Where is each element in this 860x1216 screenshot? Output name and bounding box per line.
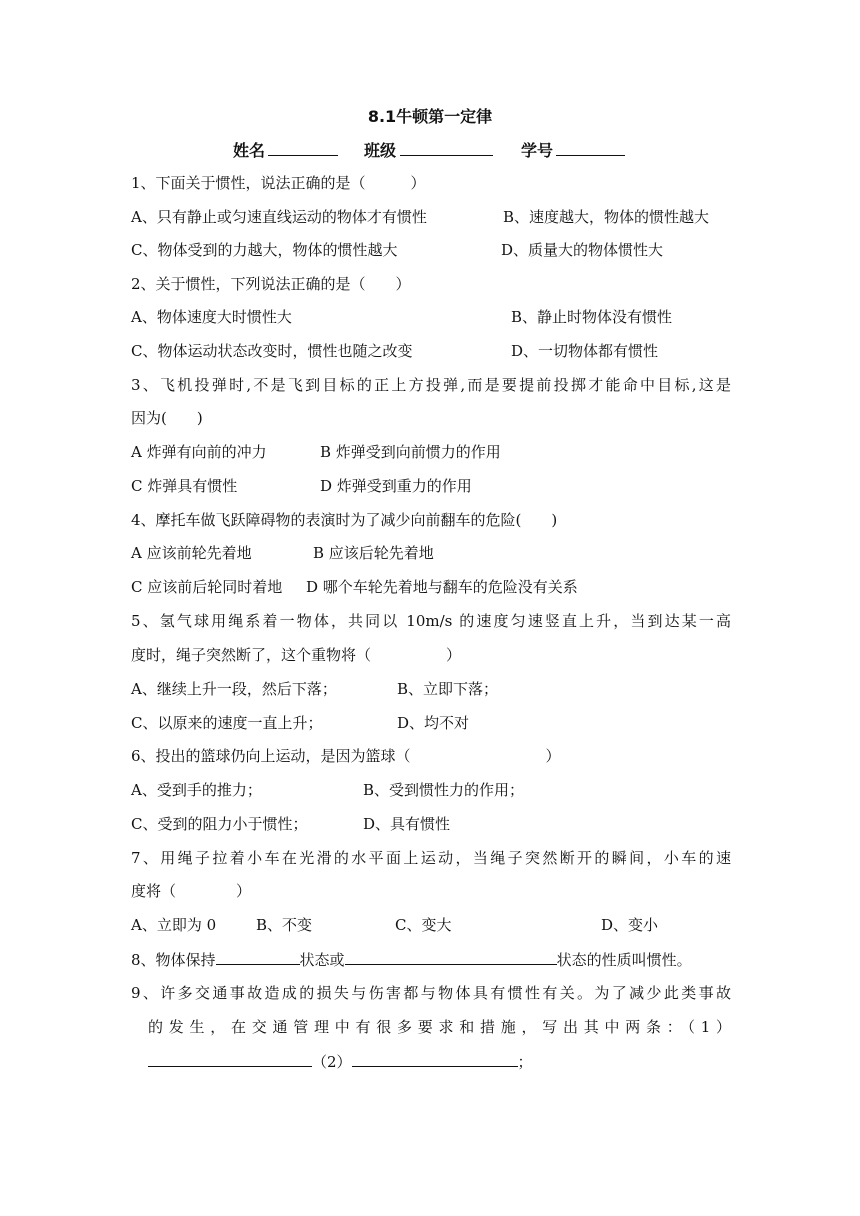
- q9-blank-1[interactable]: [148, 1051, 312, 1067]
- q7-option-d: D、变小: [601, 916, 659, 934]
- q5-option-d: D、均不对: [397, 714, 470, 732]
- q4-option-b: B 应该后轮先着地: [313, 544, 434, 562]
- q6-option-b: B、受到惯性力的作用；: [363, 781, 525, 799]
- q2-option-c: C、物体运动状态改变时，惯性也随之改变: [131, 342, 413, 360]
- q8-blank-2[interactable]: [345, 949, 557, 965]
- q5-option-a: A、继续上升一段，然后下落；: [131, 680, 337, 698]
- id-blank[interactable]: [556, 155, 625, 156]
- class-blank[interactable]: [400, 155, 493, 156]
- q3-option-a: A 炸弹有向前的冲力: [131, 443, 267, 461]
- q8-line: [131, 949, 731, 970]
- id-label: 学号: [521, 141, 554, 160]
- q1-option-b: B、速度越大，物体的惯性越大: [503, 208, 710, 226]
- q9-mid-label: （2）: [312, 1053, 352, 1071]
- q5-stem-line2: 度时，绳子突然断了，这个重物将（ ）: [131, 646, 462, 664]
- q3-option-b: B 炸弹受到向前惯力的作用: [320, 443, 501, 461]
- q2-stem: 2、关于惯性，下列说法正确的是（ ）: [131, 275, 411, 293]
- q1-option-c: C、物体受到的力越大，物体的惯性越大: [131, 241, 398, 259]
- q9-blank-2[interactable]: [352, 1051, 518, 1067]
- q3-stem-line2: 因为( ): [131, 409, 203, 427]
- q3-option-c: C 炸弹具有惯性: [131, 477, 238, 495]
- q8-blank-1[interactable]: [216, 949, 300, 965]
- q6-stem: 6、投出的篮球仍向上运动，是因为篮球（ ）: [131, 747, 561, 765]
- q2-option-d: D、一切物体都有惯性: [511, 342, 659, 360]
- q3-stem-line1: 3、飞机投弹时,不是飞到目标的正上方投弹,而是要提前投掷才能命中目标,这是: [131, 376, 731, 394]
- q1-stem: 1、下面关于惯性，说法正确的是（ ）: [131, 174, 426, 192]
- q7-option-b: B、不变: [256, 916, 313, 934]
- q5-stem-line1: 5、氢气球用绳系着一物体，共同以 10m/s 的速度匀速竖直上升，当到达某一高: [131, 612, 731, 630]
- q4-option-d: D 哪个车轮先着地与翻车的危险没有关系: [306, 578, 578, 596]
- q1-option-a: A、只有静止或匀速直线运动的物体才有惯性: [131, 208, 427, 226]
- name-blank[interactable]: [268, 155, 338, 156]
- q7-stem-line1: 7、用绳子拉着小车在光滑的水平面上运动，当绳子突然断开的瞬间，小车的速: [131, 849, 731, 867]
- student-info-row: [0, 138, 860, 162]
- page-title: 8.1牛顿第一定律: [367, 107, 493, 126]
- q5-option-c: C、以原来的速度一直上升；: [131, 714, 323, 732]
- q2-option-b: B、静止时物体没有惯性: [511, 308, 673, 326]
- q7-option-a: A、立即为 0: [131, 916, 217, 934]
- q1-option-d: D、质量大的物体惯性大: [501, 241, 664, 259]
- q7-stem-line2: 度将（ ）: [131, 882, 252, 900]
- q9-end-mark: ；: [517, 1053, 533, 1071]
- q9-answer-line: [148, 1051, 748, 1072]
- q6-option-c: C、受到的阻力小于惯性；: [131, 815, 308, 833]
- q6-option-a: A、受到手的推力；: [131, 781, 262, 799]
- q8-text-part3: 状态的性质叫惯性。: [556, 951, 692, 969]
- q3-option-d: D 炸弹受到重力的作用: [320, 477, 472, 495]
- class-label: 班级: [364, 141, 397, 160]
- q4-option-a: A 应该前轮先着地: [131, 544, 252, 562]
- q4-stem: 4、摩托车做飞跃障碍物的表演时为了减少向前翻车的危险( ): [131, 511, 558, 529]
- name-label: 姓名: [233, 141, 266, 160]
- q9-stem-line2: 的发生，在交通管理中有很多要求和措施，写出其中两条：（1）: [148, 1018, 731, 1036]
- q8-text-part2: 状态或: [299, 951, 345, 969]
- q8-text-part1: 8、物体保持: [131, 951, 216, 969]
- q2-option-a: A、物体速度大时惯性大: [131, 308, 292, 326]
- q5-option-b: B、立即下落；: [397, 680, 499, 698]
- q7-option-c: C、变大: [395, 916, 452, 934]
- q9-stem-line1: 9、许多交通事故造成的损失与伤害都与物体具有惯性有关。为了减少此类事故: [131, 984, 731, 1002]
- q4-option-c: C 应该前后轮同时着地: [131, 578, 283, 596]
- q6-option-d: D、具有惯性: [363, 815, 451, 833]
